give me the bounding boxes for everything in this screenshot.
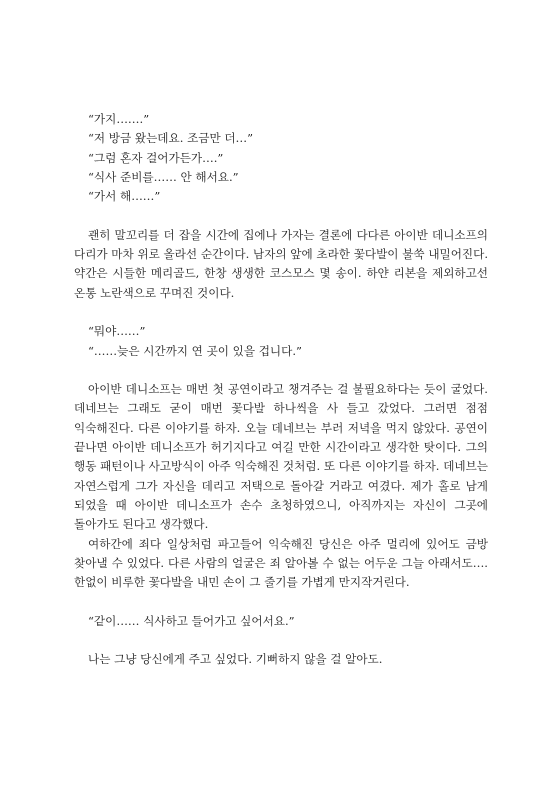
paragraph-gap — [74, 206, 488, 225]
dialogue-line: “……늦은 시간까지 연 곳이 있을 겁니다.” — [88, 343, 302, 358]
paragraph: 나는 그냥 당신에게 주고 싶었다. 기뻐하지 않을 걸 알아도. — [88, 652, 383, 667]
dialogue-line: “그럼 혼자 걸어가든가….” — [88, 150, 224, 165]
dialogue-line: “뭐야……” — [88, 324, 146, 339]
paragraph-gap — [74, 631, 488, 650]
dialogue-line: “같이…… 식사하고 들어가고 싶어서요.” — [88, 613, 295, 628]
paragraph-gap — [74, 361, 488, 380]
paragraph: 여하간에 죄다 일상처럼 파고들어 익숙해진 당신은 아주 멀리에 있어도 금방 찾아낼 수 있었다. 다른 사람의 얼굴은 죄 알아볼 수 없는 어두운 그늘 아래서도…. 한없이 비루한 꽃다발을 내민 손이 그 줄기를 가볍게 만지작거린다. — [74, 536, 488, 590]
paragraph: 아이반 데니소프는 매번 첫 공연이라고 챙겨주는 걸 불필요하다는 듯이 굴었다. 데네브는 그래도 굳이 매번 꽃다발 하나씩을 사 들고 갔었다. 그러면 점점 익숙해진다. 다른 이야기를 하자. 오늘 데네브는 부러 저녁을 먹지 않았다. 공연이 끝나면 아이반 데니소프가 허기지다고 여길 만한 시간이라고 생각한 탓이다. 그의 행동 패턴이나 사고방식이 아주 익숙해진 것처럼. 또 다른 이야기를 하자. 데네브는 자연스럽게 그가 자신을 데리고 저택으로 돌아갈 거라고 여겼다. 제가 홀로 남게 되었을 때 아이반 데니소프가 손수 초청하였으니, 아직까지는 자신이 그곳에 돌아가도 된다고 생각했다. — [74, 382, 488, 532]
dialogue-line: “가서 해……” — [88, 189, 161, 204]
dialogue-line: “식사 준비를…… 안 해서요.” — [88, 169, 239, 184]
paragraph-gap — [74, 303, 488, 322]
dialogue-line: “저 방금 왔는데요. 조금만 더…” — [88, 131, 254, 146]
dialogue-line: “가지…….” — [88, 112, 150, 126]
paragraph-gap — [74, 592, 488, 611]
body-text — [74, 110, 488, 670]
paragraph: 괜히 말꼬리를 더 잡을 시간에 집에나 가자는 결론에 다다른 아이반 데니소프의 다리가 마차 위로 올라선 순간이다. 남자의 앞에 초라한 꽃다발이 불쑥 내밀어진다. 약간은 시들한 메리골드, 한창 생생한 코스모스 몇 송이. 하얀 리본을 제외하고선 온통 노란색으로 꾸며진 것이다. — [74, 227, 488, 300]
